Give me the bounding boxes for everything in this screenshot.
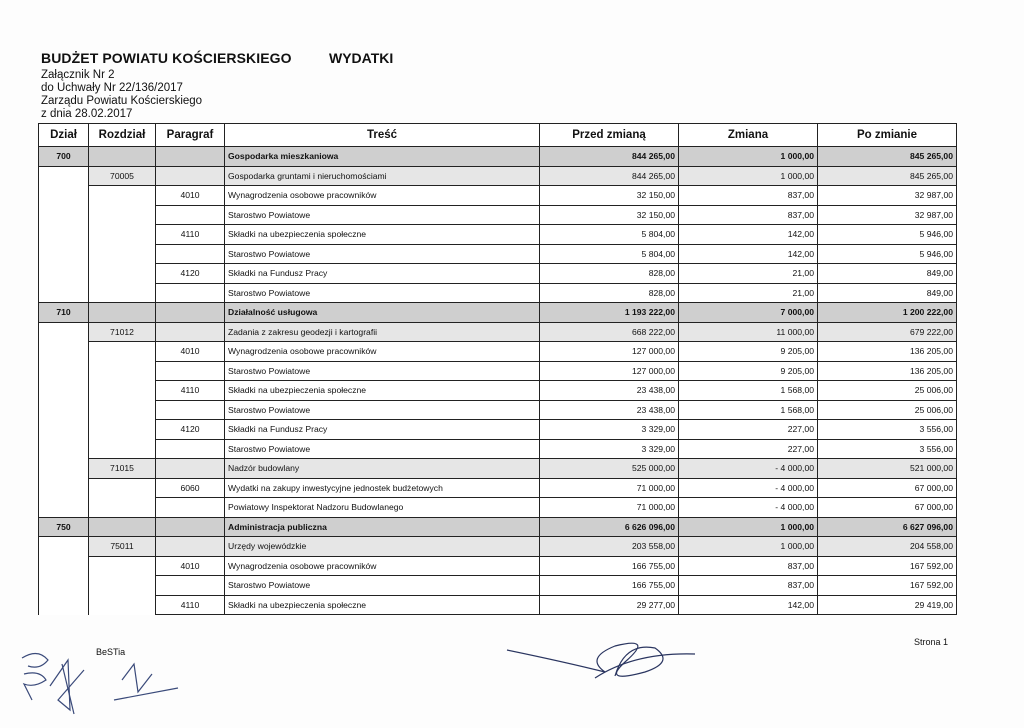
- software-name: BeSTia: [96, 647, 126, 657]
- przed-zmiana-cell: 668 222,00: [540, 322, 679, 342]
- table-row: [39, 459, 957, 479]
- po-zmianie-cell: 67 000,00: [818, 478, 957, 498]
- paragraf-cell: 4120: [156, 264, 225, 284]
- przed-zmiana-cell: 5 804,00: [540, 244, 679, 264]
- paragraf-cell: [156, 283, 225, 303]
- tresc-cell: Składki na Fundusz Pracy: [225, 420, 540, 440]
- po-zmianie-cell: 25 006,00: [818, 381, 957, 401]
- po-zmianie-cell: 521 000,00: [818, 459, 957, 479]
- rozdzial-cell: [89, 381, 156, 401]
- document-header: [41, 50, 461, 121]
- table-row: [39, 595, 957, 615]
- po-zmianie-cell: 1 200 222,00: [818, 303, 957, 323]
- dzial-cell: [39, 400, 89, 420]
- zmiana-cell: 837,00: [679, 556, 818, 576]
- przed-zmiana-cell: 29 277,00: [540, 595, 679, 615]
- paragraf-cell: [156, 244, 225, 264]
- przed-zmiana-cell: 828,00: [540, 283, 679, 303]
- po-zmianie-cell: 25 006,00: [818, 400, 957, 420]
- resolution-date: z dnia 28.02.2017: [41, 108, 133, 120]
- przed-zmiana-cell: 23 438,00: [540, 381, 679, 401]
- po-zmianie-cell: 3 556,00: [818, 420, 957, 440]
- dzial-cell: [39, 478, 89, 498]
- dzial-cell: 710: [39, 303, 89, 323]
- rozdzial-cell: 70005: [89, 166, 156, 186]
- paragraf-cell: 4110: [156, 381, 225, 401]
- table-header-row: [39, 124, 957, 147]
- issuing-body: Zarządu Powiatu Kościerskiego: [41, 95, 203, 107]
- dzial-cell: [39, 537, 89, 557]
- dzial-cell: [39, 322, 89, 342]
- table-row: [39, 322, 957, 342]
- table-row: [39, 361, 957, 381]
- zmiana-cell: 142,00: [679, 244, 818, 264]
- tresc-cell: Zadania z zakresu geodezji i kartografii: [225, 322, 540, 342]
- tresc-cell: Gospodarka gruntami i nieruchomościami: [225, 166, 540, 186]
- przed-zmiana-cell: 5 804,00: [540, 225, 679, 245]
- zmiana-cell: 9 205,00: [679, 342, 818, 362]
- po-zmianie-cell: 6 627 096,00: [818, 517, 957, 537]
- przed-zmiana-cell: 844 265,00: [540, 147, 679, 167]
- rozdzial-cell: [89, 186, 156, 206]
- tresc-cell: Wydatki na zakupy inwestycyjne jednostek budżetowych: [225, 478, 540, 498]
- przed-zmiana-cell: 32 150,00: [540, 205, 679, 225]
- paragraf-cell: 4110: [156, 595, 225, 615]
- paragraf-cell: 4120: [156, 420, 225, 440]
- paragraf-cell: [156, 498, 225, 518]
- table-row: [39, 478, 957, 498]
- dzial-cell: [39, 361, 89, 381]
- resolution-info: [41, 69, 461, 121]
- tresc-cell: Składki na ubezpieczenia społeczne: [225, 595, 540, 615]
- rozdzial-cell: [89, 303, 156, 323]
- zmiana-cell: 142,00: [679, 225, 818, 245]
- table-row: [39, 166, 957, 186]
- rozdzial-cell: [89, 205, 156, 225]
- przed-zmiana-cell: 23 438,00: [540, 400, 679, 420]
- dzial-cell: [39, 166, 89, 186]
- table-row: [39, 517, 957, 537]
- column-header-tresc: Treść: [225, 124, 540, 147]
- dzial-cell: [39, 576, 89, 596]
- tresc-cell: Składki na ubezpieczenia społeczne: [225, 225, 540, 245]
- paragraf-cell: [156, 459, 225, 479]
- dzial-cell: [39, 283, 89, 303]
- rozdzial-cell: 75011: [89, 537, 156, 557]
- rozdzial-cell: [89, 576, 156, 596]
- przed-zmiana-cell: 844 265,00: [540, 166, 679, 186]
- przed-zmiana-cell: 32 150,00: [540, 186, 679, 206]
- po-zmianie-cell: 136 205,00: [818, 361, 957, 381]
- budget-table: [38, 123, 957, 615]
- zmiana-cell: 1 000,00: [679, 166, 818, 186]
- przed-zmiana-cell: 166 755,00: [540, 576, 679, 596]
- rozdzial-cell: 71012: [89, 322, 156, 342]
- po-zmianie-cell: 29 419,00: [818, 595, 957, 615]
- column-header-dzial: Dział: [39, 124, 89, 147]
- przed-zmiana-cell: 166 755,00: [540, 556, 679, 576]
- po-zmianie-cell: 5 946,00: [818, 225, 957, 245]
- zmiana-cell: 837,00: [679, 576, 818, 596]
- zmiana-cell: - 4 000,00: [679, 478, 818, 498]
- po-zmianie-cell: 67 000,00: [818, 498, 957, 518]
- rozdzial-cell: [89, 264, 156, 284]
- tresc-cell: Działalność usługowa: [225, 303, 540, 323]
- paragraf-cell: [156, 361, 225, 381]
- rozdzial-cell: [89, 556, 156, 576]
- zmiana-cell: 7 000,00: [679, 303, 818, 323]
- tresc-cell: Wynagrodzenia osobowe pracowników: [225, 556, 540, 576]
- dzial-cell: [39, 244, 89, 264]
- table-row: [39, 420, 957, 440]
- paragraf-cell: [156, 303, 225, 323]
- paragraf-cell: 4010: [156, 556, 225, 576]
- table-row: [39, 264, 957, 284]
- paragraf-cell: 4010: [156, 186, 225, 206]
- po-zmianie-cell: 845 265,00: [818, 166, 957, 186]
- tresc-cell: Starostwo Powiatowe: [225, 439, 540, 459]
- zmiana-cell: 9 205,00: [679, 361, 818, 381]
- paragraf-cell: [156, 517, 225, 537]
- tresc-cell: Starostwo Powiatowe: [225, 576, 540, 596]
- table-row: [39, 303, 957, 323]
- table-row: [39, 556, 957, 576]
- table-row: [39, 225, 957, 245]
- rozdzial-cell: [89, 595, 156, 615]
- tresc-cell: Administracja publiczna: [225, 517, 540, 537]
- table-row: [39, 537, 957, 557]
- dzial-cell: [39, 342, 89, 362]
- table-row: [39, 498, 957, 518]
- zmiana-cell: 1 000,00: [679, 537, 818, 557]
- table-row: [39, 400, 957, 420]
- paragraf-cell: [156, 400, 225, 420]
- dzial-cell: [39, 186, 89, 206]
- column-header-paragraf: Paragraf: [156, 124, 225, 147]
- dzial-cell: [39, 498, 89, 518]
- table-row: [39, 576, 957, 596]
- zmiana-cell: 1 000,00: [679, 517, 818, 537]
- paragraf-cell: [156, 576, 225, 596]
- rozdzial-cell: 71015: [89, 459, 156, 479]
- rozdzial-cell: [89, 517, 156, 537]
- table-row: [39, 381, 957, 401]
- tresc-cell: Wynagrodzenia osobowe pracowników: [225, 342, 540, 362]
- zmiana-cell: 837,00: [679, 186, 818, 206]
- column-header-przed-zmiana: Przed zmianą: [540, 124, 679, 147]
- paragraf-cell: [156, 205, 225, 225]
- resolution-number: do Uchwały Nr 22/136/2017: [41, 82, 183, 94]
- table-row: [39, 186, 957, 206]
- po-zmianie-cell: 849,00: [818, 283, 957, 303]
- table-row: [39, 283, 957, 303]
- table-body: [39, 147, 957, 615]
- po-zmianie-cell: 32 987,00: [818, 186, 957, 206]
- po-zmianie-cell: 204 558,00: [818, 537, 957, 557]
- zmiana-cell: 227,00: [679, 420, 818, 440]
- tresc-cell: Wynagrodzenia osobowe pracowników: [225, 186, 540, 206]
- dzial-cell: [39, 264, 89, 284]
- dzial-cell: [39, 205, 89, 225]
- rozdzial-cell: [89, 361, 156, 381]
- po-zmianie-cell: 167 592,00: [818, 576, 957, 596]
- rozdzial-cell: [89, 498, 156, 518]
- section-title: WYDATKI: [329, 50, 394, 66]
- paragraf-cell: [156, 439, 225, 459]
- zmiana-cell: 837,00: [679, 205, 818, 225]
- przed-zmiana-cell: 71 000,00: [540, 478, 679, 498]
- przed-zmiana-cell: 203 558,00: [540, 537, 679, 557]
- tresc-cell: Starostwo Powiatowe: [225, 205, 540, 225]
- rozdzial-cell: [89, 225, 156, 245]
- paragraf-cell: [156, 166, 225, 186]
- dzial-cell: [39, 556, 89, 576]
- dzial-cell: 700: [39, 147, 89, 167]
- dzial-cell: [39, 439, 89, 459]
- przed-zmiana-cell: 71 000,00: [540, 498, 679, 518]
- tresc-cell: Składki na ubezpieczenia społeczne: [225, 381, 540, 401]
- dzial-cell: [39, 459, 89, 479]
- po-zmianie-cell: 3 556,00: [818, 439, 957, 459]
- zmiana-cell: 1 000,00: [679, 147, 818, 167]
- dzial-cell: [39, 595, 89, 615]
- paragraf-cell: [156, 537, 225, 557]
- rozdzial-cell: [89, 342, 156, 362]
- table-row: [39, 244, 957, 264]
- dzial-cell: [39, 225, 89, 245]
- zmiana-cell: 1 568,00: [679, 381, 818, 401]
- paragraf-cell: 4110: [156, 225, 225, 245]
- zmiana-cell: - 4 000,00: [679, 459, 818, 479]
- tresc-cell: Starostwo Powiatowe: [225, 361, 540, 381]
- zmiana-cell: 21,00: [679, 264, 818, 284]
- paragraf-cell: [156, 322, 225, 342]
- document-title: BUDŻET POWIATU KOŚCIERSKIEGO: [41, 50, 292, 66]
- dzial-cell: [39, 381, 89, 401]
- przed-zmiana-cell: 3 329,00: [540, 439, 679, 459]
- rozdzial-cell: [89, 400, 156, 420]
- tresc-cell: Starostwo Powiatowe: [225, 244, 540, 264]
- table-row: [39, 205, 957, 225]
- po-zmianie-cell: 679 222,00: [818, 322, 957, 342]
- dzial-cell: [39, 420, 89, 440]
- rozdzial-cell: [89, 478, 156, 498]
- przed-zmiana-cell: 127 000,00: [540, 361, 679, 381]
- po-zmianie-cell: 136 205,00: [818, 342, 957, 362]
- przed-zmiana-cell: 828,00: [540, 264, 679, 284]
- column-header-rozdzial: Rozdział: [89, 124, 156, 147]
- tresc-cell: Powiatowy Inspektorat Nadzoru Budowlanego: [225, 498, 540, 518]
- table-row: [39, 439, 957, 459]
- przed-zmiana-cell: 525 000,00: [540, 459, 679, 479]
- zmiana-cell: 227,00: [679, 439, 818, 459]
- paragraf-cell: [156, 147, 225, 167]
- rozdzial-cell: [89, 244, 156, 264]
- tresc-cell: Starostwo Powiatowe: [225, 283, 540, 303]
- dzial-cell: 750: [39, 517, 89, 537]
- po-zmianie-cell: 845 265,00: [818, 147, 957, 167]
- przed-zmiana-cell: 127 000,00: [540, 342, 679, 362]
- zmiana-cell: 21,00: [679, 283, 818, 303]
- tresc-cell: Gospodarka mieszkaniowa: [225, 147, 540, 167]
- zmiana-cell: 142,00: [679, 595, 818, 615]
- zmiana-cell: - 4 000,00: [679, 498, 818, 518]
- przed-zmiana-cell: 1 193 222,00: [540, 303, 679, 323]
- rozdzial-cell: [89, 283, 156, 303]
- signature-center: [505, 632, 705, 692]
- przed-zmiana-cell: 3 329,00: [540, 420, 679, 440]
- tresc-cell: Nadzór budowlany: [225, 459, 540, 479]
- przed-zmiana-cell: 6 626 096,00: [540, 517, 679, 537]
- tresc-cell: Urzędy wojewódzkie: [225, 537, 540, 557]
- rozdzial-cell: [89, 420, 156, 440]
- paragraf-cell: 6060: [156, 478, 225, 498]
- column-header-po-zmianie: Po zmianie: [818, 124, 957, 147]
- paragraf-cell: 4010: [156, 342, 225, 362]
- tresc-cell: Starostwo Powiatowe: [225, 400, 540, 420]
- attachment-number: Załącznik Nr 2: [41, 69, 115, 81]
- table-row: [39, 342, 957, 362]
- tresc-cell: Składki na Fundusz Pracy: [225, 264, 540, 284]
- page-number: Strona 1: [914, 637, 949, 647]
- zmiana-cell: 1 568,00: [679, 400, 818, 420]
- table-row: [39, 147, 957, 167]
- rozdzial-cell: [89, 439, 156, 459]
- zmiana-cell: 11 000,00: [679, 322, 818, 342]
- rozdzial-cell: [89, 147, 156, 167]
- po-zmianie-cell: 32 987,00: [818, 205, 957, 225]
- po-zmianie-cell: 849,00: [818, 264, 957, 284]
- po-zmianie-cell: 167 592,00: [818, 556, 957, 576]
- column-header-zmiana: Zmiana: [679, 124, 818, 147]
- po-zmianie-cell: 5 946,00: [818, 244, 957, 264]
